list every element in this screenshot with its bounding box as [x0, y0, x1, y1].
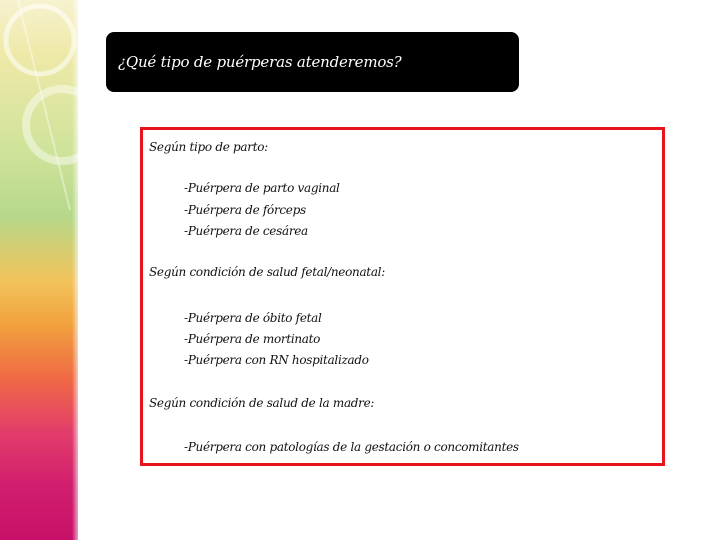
list-item: -Puérpera de parto vaginal — [184, 181, 340, 195]
side-gradient-band — [0, 0, 78, 540]
list-item: -Puérpera de mortinato — [184, 332, 321, 346]
title-box — [106, 32, 519, 92]
section-heading-parto: Según tipo de parto: — [149, 140, 268, 154]
list-item: -Puérpera de cesárea — [184, 224, 308, 238]
list-item: -Puérpera de fórceps — [184, 203, 306, 217]
section-heading-madre: Según condición de salud de la madre: — [149, 396, 375, 410]
section-heading-fetal: Según condición de salud fetal/neonatal: — [149, 265, 385, 279]
slide-title: ¿Qué tipo de puérperas atenderemos? — [118, 53, 402, 71]
list-item: -Puérpera con RN hospitalizado — [184, 353, 369, 367]
list-item: -Puérpera con patologías de la gestación o concomitantes — [184, 440, 519, 454]
list-item: -Puérpera de óbito fetal — [184, 311, 322, 325]
content-box — [140, 127, 665, 466]
